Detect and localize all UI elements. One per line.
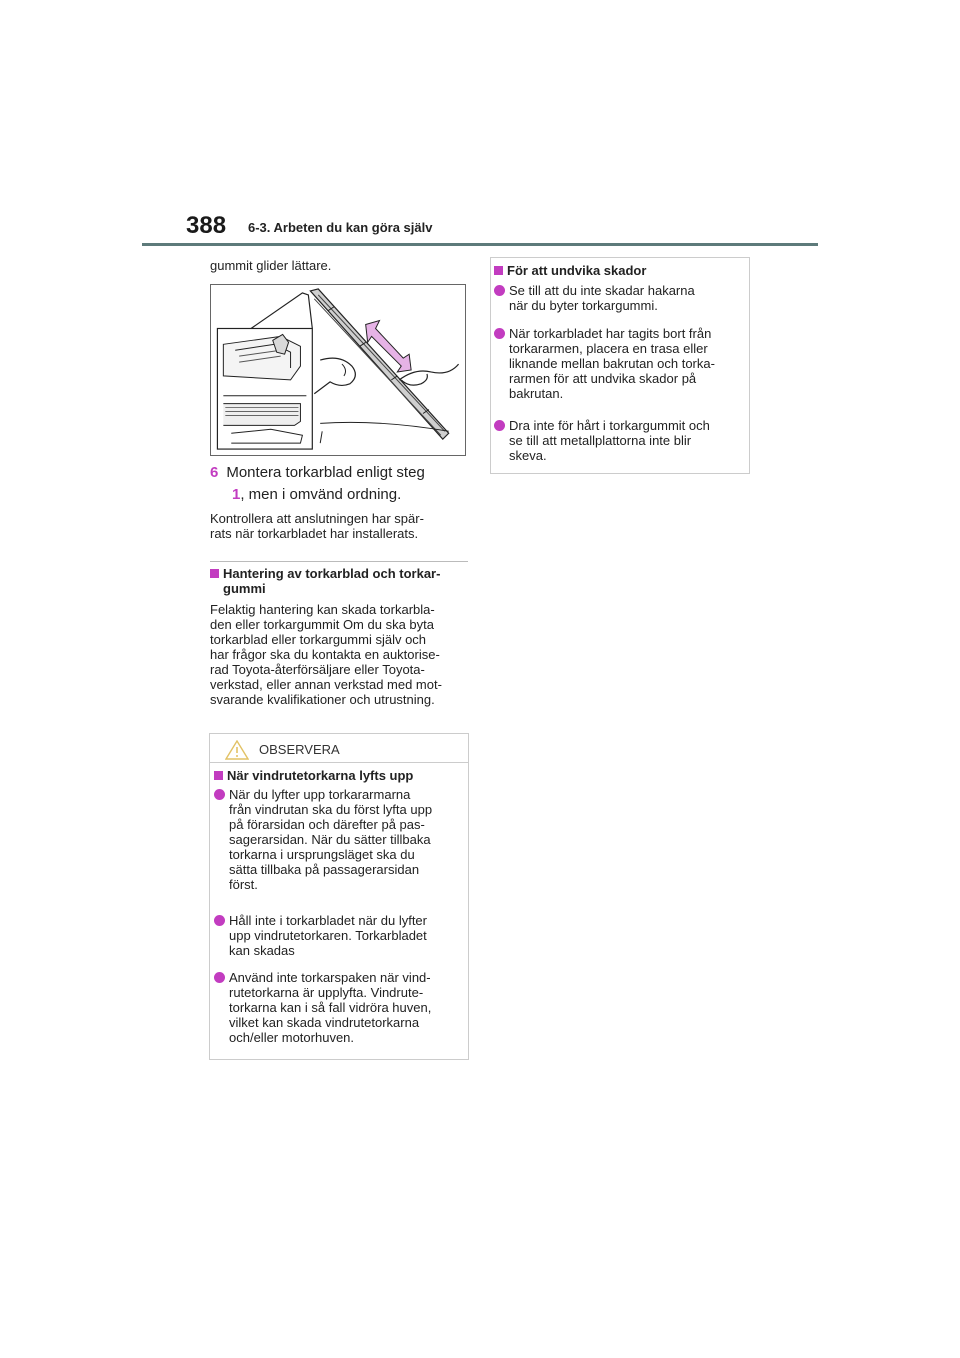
handling-line: svarande kvalifikationer och utrustning. (210, 692, 435, 707)
bullet-dot-icon (494, 328, 505, 339)
step-reference: 1 (232, 486, 241, 503)
bullet-line: upp vindrutetorkaren. Torkarbladet (229, 928, 427, 943)
bullet-line: sagerarsidan. När du sätter tillbaka (229, 832, 431, 847)
bullet-dot-icon (494, 420, 505, 431)
step-number: 6 (210, 464, 219, 481)
page-number: 388 (186, 212, 227, 239)
square-bullet-icon (214, 771, 223, 780)
intro-text: gummit glider lättare. (210, 258, 332, 273)
notice-heading (214, 768, 464, 783)
section-title: 6-3. Arbeten du kan göra själv (248, 220, 433, 235)
bullet-line: Använd inte torkarspaken när vind- (229, 970, 431, 985)
bullet-line: bakrutan. (509, 386, 564, 401)
notice-heading-text: När vindrutetorkarna lyfts upp (227, 768, 414, 783)
section-divider (210, 561, 468, 562)
bullet-dot-icon (494, 285, 505, 296)
bullet-line: När du lyfter upp torkararmarna (229, 787, 411, 802)
header-rule (142, 243, 818, 246)
handling-line: har frågor ska du kontakta en auktorise- (210, 647, 440, 662)
bullet-line: från vindrutan ska du först lyfta upp (229, 802, 433, 817)
handling-line: rad Toyota-återförsäljare eller Toyota- (210, 662, 425, 677)
bullet-line: när du byter torkargummi. (509, 298, 658, 313)
step-line2-rest: , men i omvänd ordning. (240, 486, 402, 503)
handling-heading-line: Hantering av torkarblad och torkar- (223, 566, 441, 581)
bullet-line: Dra inte för hårt i torkargummit och (509, 418, 710, 433)
handling-heading-line: gummi (223, 581, 266, 596)
bullet-line: på förarsidan och därefter på pas- (229, 817, 425, 832)
damage-heading-text: För att undvika skador (507, 263, 647, 278)
square-bullet-icon (210, 569, 219, 578)
square-bullet-icon (494, 266, 503, 275)
bullet-line: liknande mellan bakrutan och torka- (509, 356, 715, 371)
check-line: rats när torkarbladet har installerats. (210, 526, 419, 541)
handling-line: torkarblad eller torkargummi själv och (210, 632, 427, 647)
handling-line: den eller torkargummit Om du ska byta (210, 617, 434, 632)
warning-triangle-icon (225, 740, 249, 760)
step-line1: Montera torkarblad enligt steg (226, 464, 425, 481)
bullet-line: Håll inte i torkarbladet när du lyfter (229, 913, 427, 928)
bullet-line: rutetorkarna är upplyfta. Vindrute- (229, 985, 424, 1000)
bullet-line: torkarna i ursprungsläget ska du (229, 847, 415, 862)
bullet-line: vilket kan skada vindrutetorkarna (229, 1015, 420, 1030)
bullet-line: torkarna kan i så fall vidröra huven, (229, 1000, 432, 1015)
step-6 (210, 462, 425, 484)
bullet-dot-icon (214, 915, 225, 926)
step-line2 (232, 484, 401, 506)
notice-separator (209, 762, 469, 763)
check-line: Kontrollera att anslutningen har spär- (210, 511, 424, 526)
bullet-line: först. (229, 877, 258, 892)
bullet-line: torkararmen, placera en trasa eller (509, 341, 708, 356)
bullet-line: Se till att du inte skadar hakarna (509, 283, 695, 298)
handling-body (210, 602, 472, 707)
bullet-dot-icon (214, 789, 225, 800)
bullet-line: När torkarbladet har tagits bort från (509, 326, 712, 341)
bullet-line: se till att metallplattorna inte blir (509, 433, 692, 448)
wiper-blade-drawing (211, 285, 465, 455)
bullet-line: sätta tillbaka på passagerarsidan (229, 862, 420, 877)
handling-line: verkstad, eller annan verkstad med mot- (210, 677, 442, 692)
damage-heading (494, 263, 744, 278)
bullet-line: och/eller motorhuven. (229, 1030, 355, 1045)
observera-label: OBSERVERA (259, 742, 340, 757)
wiper-blade-illustration (210, 284, 466, 456)
handling-line: Felaktig hantering kan skada torkarbla- (210, 602, 435, 617)
bullet-line: kan skadas (229, 943, 295, 958)
bullet-line: rarmen för att undvika skador på (509, 371, 697, 386)
bullet-line: skeva. (509, 448, 547, 463)
check-paragraph (210, 511, 470, 541)
bullet-dot-icon (214, 972, 225, 983)
handling-heading (210, 566, 472, 596)
